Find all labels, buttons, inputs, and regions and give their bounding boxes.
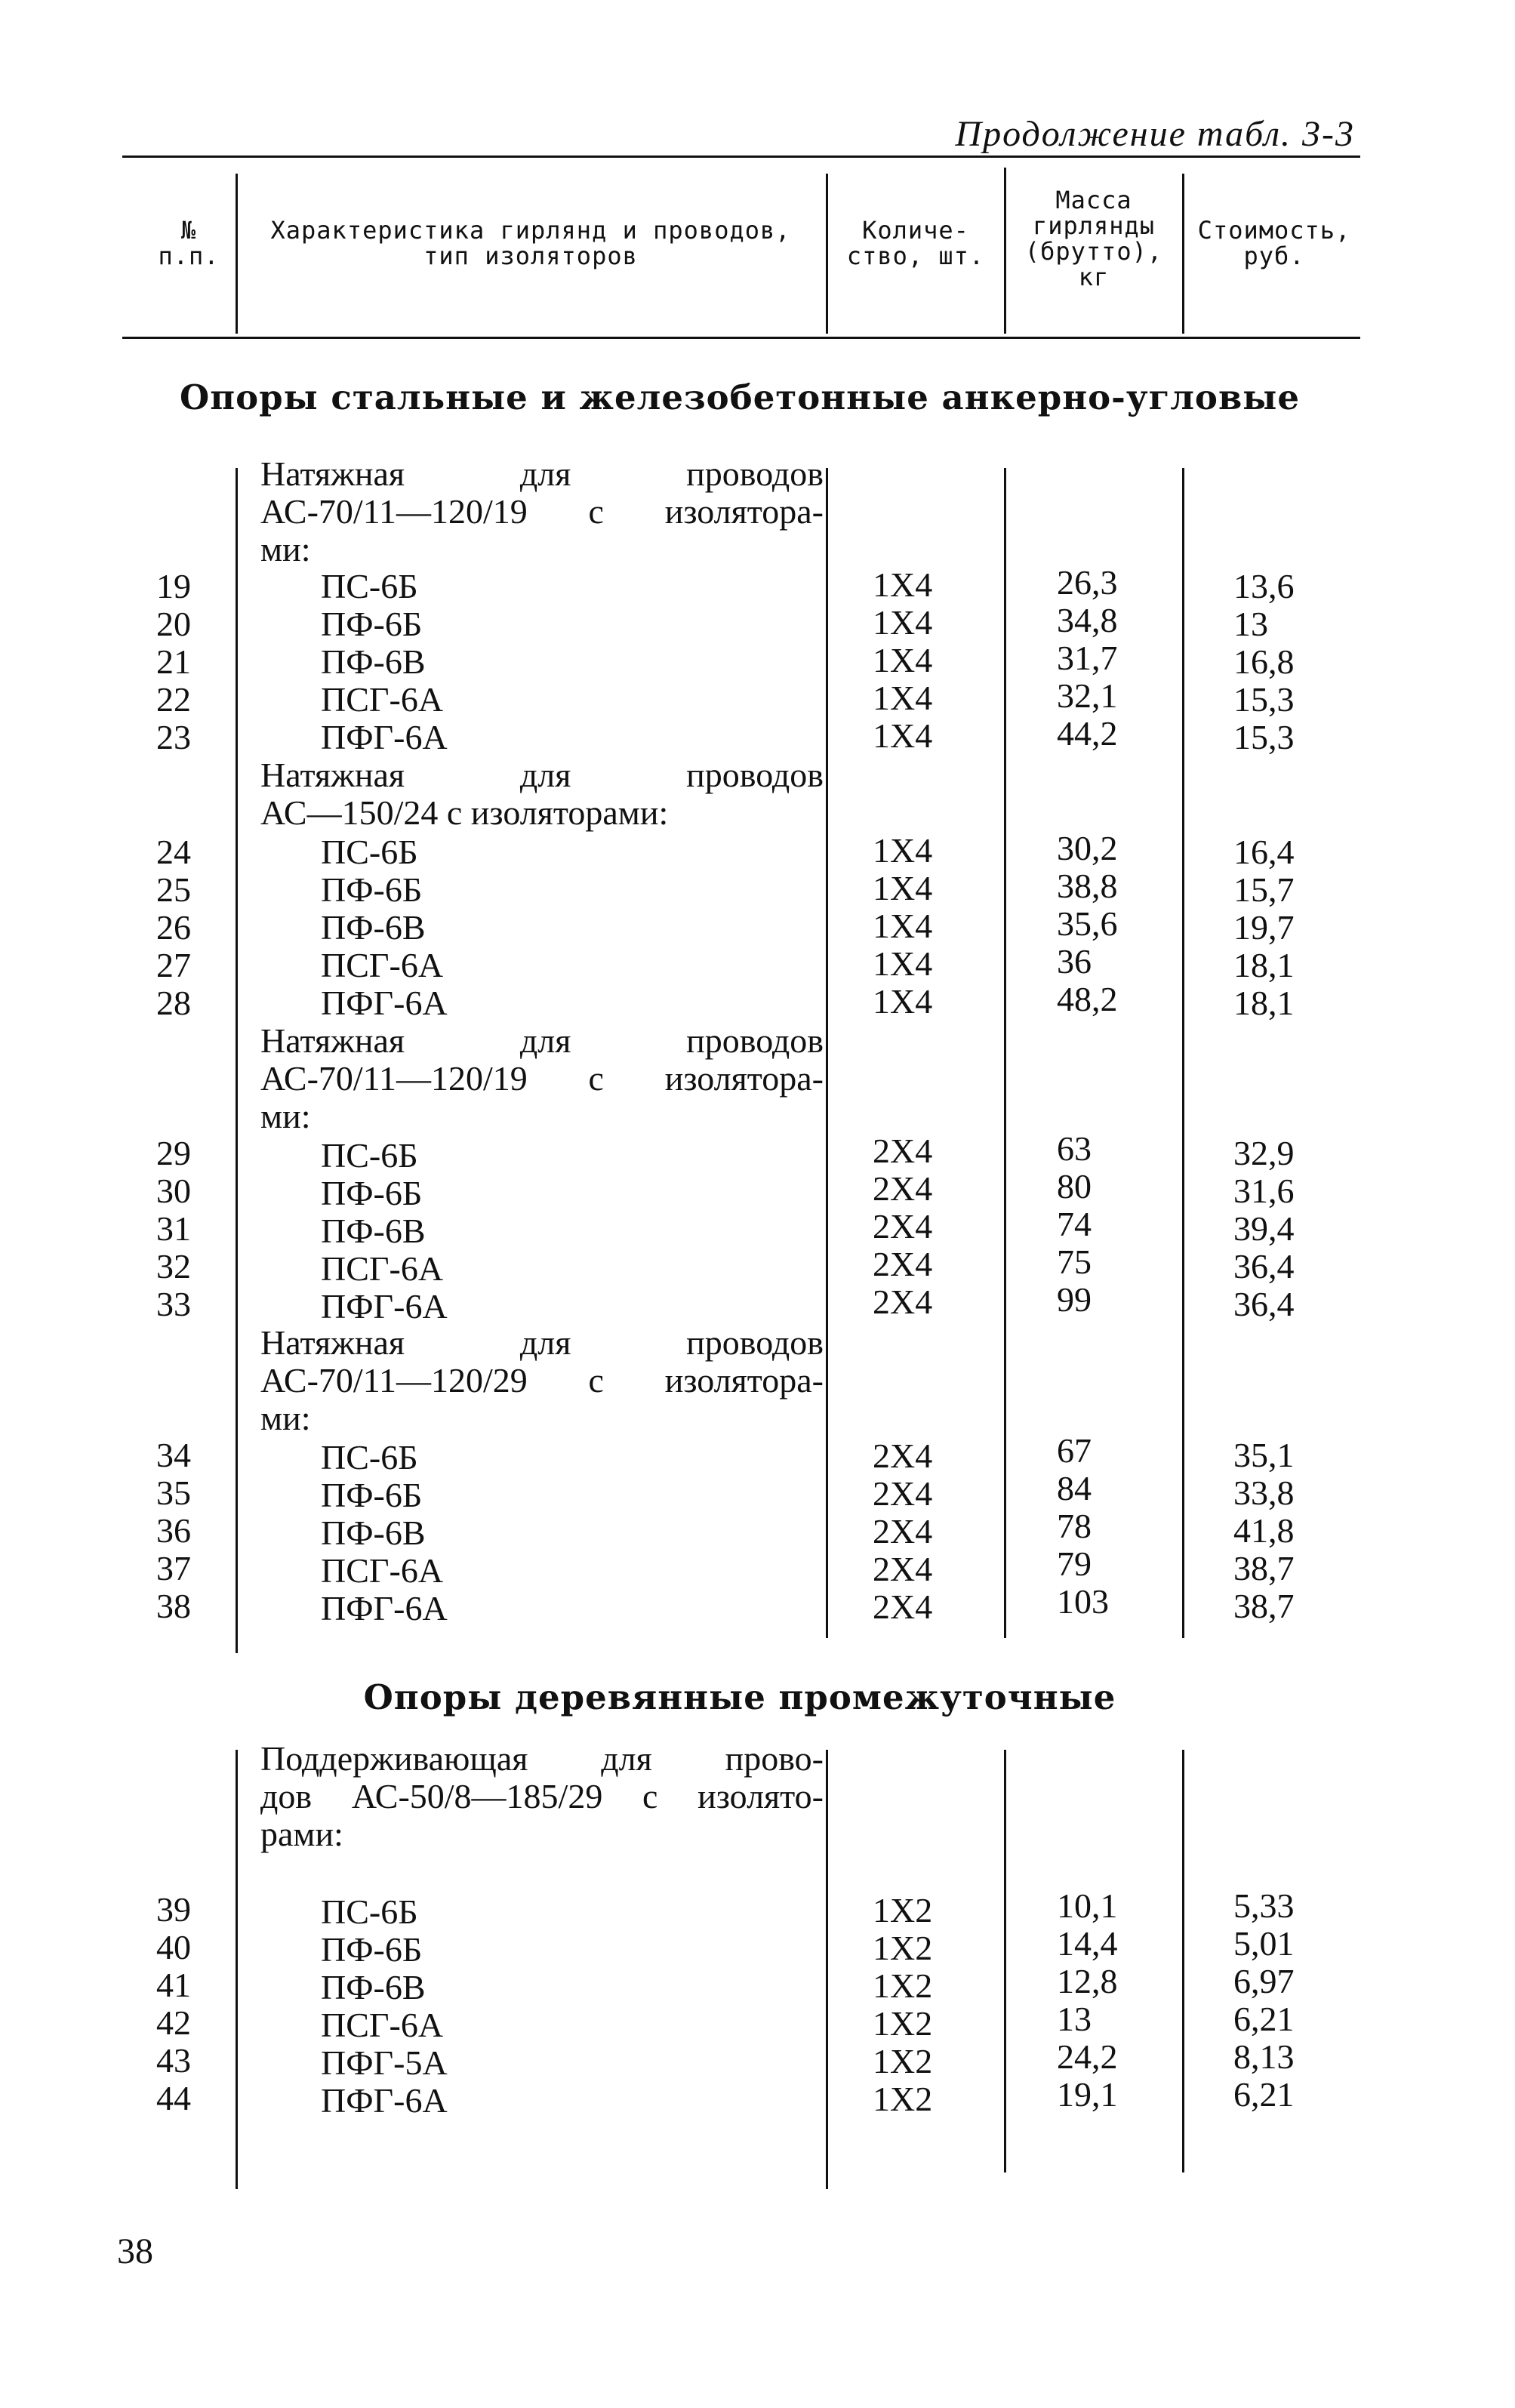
body-col-sep [1182,468,1184,1638]
mass: 32,1 [1057,676,1118,715]
row-number: 43 [156,2041,191,2080]
insulator-type: ПСГ-6А [321,1249,444,1288]
row-number: 37 [156,1549,191,1587]
quantity: 2Х4 [873,1587,933,1626]
group-description: Натяжная для проводов АС-70/11—120/19 с изолятора- ми: [260,1021,824,1135]
group-description: Натяжная для проводов АС-70/11—120/19 с изолятора- ми: [260,454,824,568]
cost: 32,9 [1233,1134,1295,1172]
mass: 48,2 [1057,980,1118,1018]
cost: 41,8 [1233,1511,1295,1550]
cost: 15,7 [1233,870,1295,909]
quantity: 1Х4 [873,716,933,755]
group-description: Натяжная для проводов АС—150/24 с изоляторами: [260,756,824,832]
cost: 38,7 [1233,1549,1295,1587]
header-col-sep [826,174,828,334]
row-number: 35 [156,1473,191,1512]
header-characteristic: Характеристика гирлянд и проводов, тип изоляторов [270,216,791,270]
mass: 38,8 [1057,867,1118,905]
table-caption: Продолжение табл. 3-3 [955,114,1355,154]
body-col-sep [826,1750,828,2189]
header-col-sep [236,174,238,334]
mass: 75 [1057,1242,1092,1281]
mass: 80 [1057,1167,1092,1206]
cost: 15,3 [1233,680,1295,719]
cost: 8,13 [1233,2037,1295,2076]
row-number: 20 [156,605,191,643]
mass: 19,1 [1057,2075,1118,2114]
quantity: 1Х2 [873,2080,933,2118]
section-title: Опоры деревянные промежуточные [363,1677,1116,1717]
mass: 84 [1057,1469,1092,1507]
mass: 34,8 [1057,601,1118,639]
insulator-type: ПФ-6Б [321,1174,423,1212]
row-number: 30 [156,1172,191,1210]
cost: 19,7 [1233,908,1295,947]
quantity: 2Х4 [873,1474,933,1513]
header-col-sep [1182,174,1184,334]
quantity: 2Х4 [873,1132,933,1170]
insulator-type: ПСГ-6А [321,680,444,719]
row-number: 31 [156,1209,191,1248]
insulator-type: ПФ-6Б [321,870,423,909]
group-description: Натяжная для проводов АС-70/11—120/29 с изолятора- ми: [260,1323,824,1437]
cost: 13,6 [1233,567,1295,605]
row-number: 42 [156,2003,191,2042]
quantity: 1Х4 [873,565,933,604]
quantity: 1Х2 [873,2042,933,2080]
insulator-type: ПФ-6Б [321,1930,423,1969]
cost: 39,4 [1233,1209,1295,1248]
row-number: 36 [156,1511,191,1550]
body-col-sep [826,468,828,1638]
row-number: 33 [156,1285,191,1323]
cost: 18,1 [1233,946,1295,984]
mass: 74 [1057,1205,1092,1243]
cost: 36,4 [1233,1247,1295,1286]
quantity: 2Х4 [873,1207,933,1246]
row-number: 38 [156,1587,191,1625]
quantity: 2Х4 [873,1436,933,1475]
mass: 79 [1057,1544,1092,1583]
mass: 24,2 [1057,2037,1118,2076]
header-col-sep [1004,168,1006,334]
mass: 63 [1057,1129,1092,1168]
cost: 13 [1233,605,1268,643]
row-number: 23 [156,718,191,756]
row-number: 44 [156,2079,191,2117]
insulator-type: ПФГ-6А [321,1589,448,1627]
quantity: 2Х4 [873,1245,933,1283]
quantity: 1Х2 [873,1966,933,2005]
header-cost: Стоимость, руб. [1197,216,1351,270]
mass: 36 [1057,942,1092,981]
quantity: 1Х2 [873,2004,933,2043]
insulator-type: ПФ-6В [321,908,426,947]
mass: 67 [1057,1431,1092,1470]
insulator-type: ПФ-6Б [321,1476,423,1514]
quantity: 2Х4 [873,1550,933,1588]
insulator-type: ПФ-6В [321,1513,426,1552]
quantity: 1Х4 [873,831,933,870]
cost: 15,3 [1233,718,1295,756]
quantity: 1Х4 [873,944,933,983]
insulator-type: ПФ-6В [321,642,426,681]
quantity: 1Х2 [873,1929,933,1967]
mass: 78 [1057,1507,1092,1545]
header-bottom-rule [122,337,1360,339]
cost: 16,8 [1233,642,1295,681]
cost: 36,4 [1233,1285,1295,1323]
group-description: Поддерживающая для прово- дов АС-50/8—185/29 с изолято- рами: [260,1739,824,1853]
insulator-type: ПСГ-6А [321,1551,444,1590]
body-col-sep [236,1750,238,2189]
insulator-type: ПС-6Б [321,1136,418,1175]
insulator-type: ПФГ-5А [321,2043,448,2082]
quantity: 2Х4 [873,1283,933,1321]
insulator-type: ПФГ-6А [321,984,448,1022]
cost: 6,21 [1233,2075,1295,2114]
row-number: 27 [156,946,191,984]
quantity: 2Х4 [873,1512,933,1550]
body-col-sep [1004,468,1006,1638]
row-number: 26 [156,908,191,947]
insulator-type: ПФГ-6А [321,2081,448,2120]
insulator-type: ПФ-6В [321,1968,426,2006]
body-col-sep [236,468,238,1653]
insulator-type: ПС-6Б [321,1438,418,1477]
header-top-rule [122,156,1360,158]
cost: 35,1 [1233,1436,1295,1474]
body-col-sep [1182,1750,1184,2172]
header-quantity: Количе- ство, шт. [846,216,985,270]
insulator-type: ПСГ-6А [321,2006,444,2044]
mass: 103 [1057,1582,1109,1621]
mass: 12,8 [1057,1962,1118,2000]
insulator-type: ПС-6Б [321,1892,418,1931]
page-number: 38 [117,2231,153,2271]
row-number: 22 [156,680,191,719]
insulator-type: ПФГ-6А [321,1287,448,1326]
mass: 10,1 [1057,1886,1118,1925]
quantity: 2Х4 [873,1169,933,1208]
body-col-sep [1004,1750,1006,2172]
section-title: Опоры стальные и железобетонные анкерно-угловые [180,377,1300,417]
row-number: 19 [156,567,191,605]
row-number: 40 [156,1928,191,1966]
mass: 99 [1057,1280,1092,1319]
row-number: 21 [156,642,191,681]
header-num: № п.п. [158,216,220,270]
row-number: 32 [156,1247,191,1286]
insulator-type: ПФ-6В [321,1212,426,1250]
mass: 13 [1057,2000,1092,2038]
cost: 18,1 [1233,984,1295,1022]
row-number: 29 [156,1134,191,1172]
cost: 16,4 [1233,833,1295,871]
row-number: 39 [156,1890,191,1929]
cost: 38,7 [1233,1587,1295,1625]
cost: 33,8 [1233,1473,1295,1512]
mass: 35,6 [1057,904,1118,943]
cost: 6,97 [1233,1962,1295,2000]
insulator-type: ПФ-6Б [321,605,423,643]
insulator-type: ПСГ-6А [321,946,444,984]
row-number: 25 [156,870,191,909]
cost: 5,33 [1233,1886,1295,1925]
mass: 14,4 [1057,1924,1118,1963]
row-number: 24 [156,833,191,871]
cost: 6,21 [1233,2000,1295,2038]
quantity: 1Х4 [873,679,933,717]
header-mass: Масса гирлянды (брутто), кг [1024,186,1163,291]
cost: 5,01 [1233,1924,1295,1963]
row-number: 34 [156,1436,191,1474]
cost: 31,6 [1233,1172,1295,1210]
quantity: 1Х4 [873,982,933,1021]
mass: 44,2 [1057,714,1118,753]
quantity: 1Х4 [873,603,933,642]
mass: 26,3 [1057,563,1118,602]
row-number: 28 [156,984,191,1022]
insulator-type: ПС-6Б [321,833,418,871]
quantity: 1Х2 [873,1891,933,1929]
quantity: 1Х4 [873,907,933,945]
quantity: 1Х4 [873,869,933,907]
mass: 31,7 [1057,639,1118,677]
mass: 30,2 [1057,829,1118,867]
quantity: 1Х4 [873,641,933,679]
insulator-type: ПС-6Б [321,567,418,605]
insulator-type: ПФГ-6А [321,718,448,756]
row-number: 41 [156,1966,191,2004]
